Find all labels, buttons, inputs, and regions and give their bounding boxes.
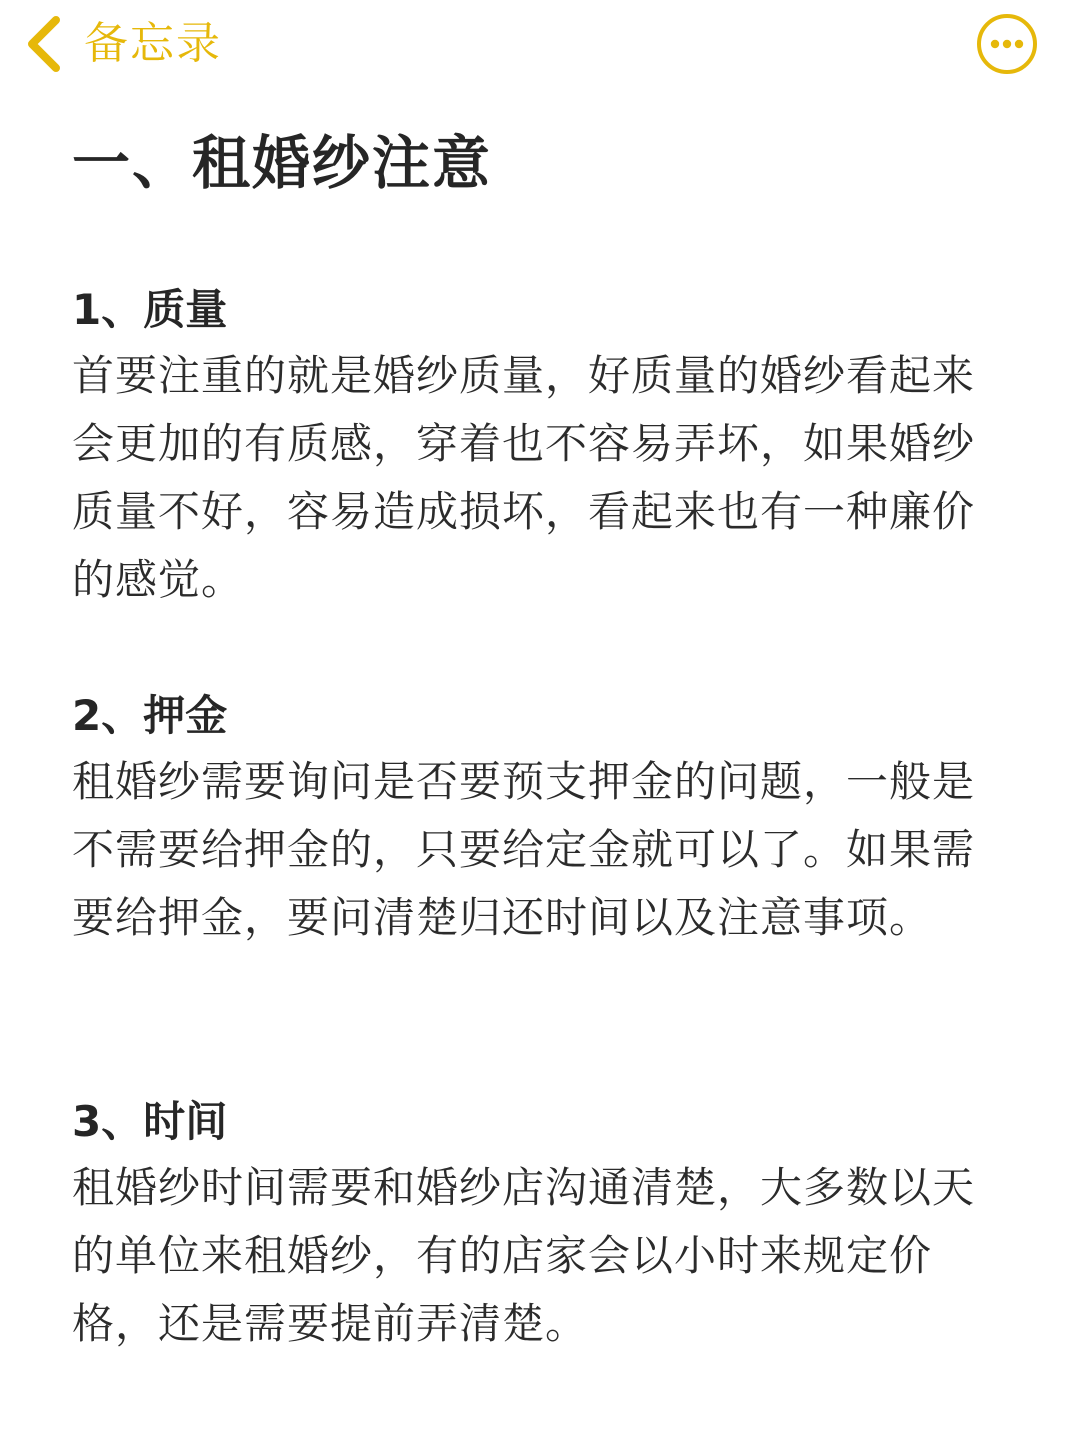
section-body: 租婚纱时间需要和婚纱店沟通清楚，大多数以天的单位来租婚纱，有的店家会以小时来规定价格，还是需要提前弄清楚。 — [72, 1163, 976, 1348]
section-body: 租婚纱需要询问是否要预支押金的问题，一般是不需要给押金的，只要给定金就可以了。如果需要给押金，要问清楚归还时间以及注意事项。 — [72, 757, 976, 942]
section-body: 首要注重的就是婚纱质量，好质量的婚纱看起来会更加的有质感，穿着也不容易弄坏，如果婚纱质量不好，容易造成损坏，看起来也有一种廉价的感觉。 — [72, 351, 976, 604]
back-button[interactable] — [22, 12, 222, 76]
section-heading: 1、质量 — [72, 285, 228, 334]
more-button[interactable] — [976, 13, 1038, 75]
note-title: 一、租婚纱注意 — [72, 129, 493, 197]
back-label: 备忘录 — [84, 18, 222, 69]
section-time — [72, 1094, 1012, 1358]
section-heading: 2、押金 — [72, 691, 228, 740]
section-heading: 3、时间 — [72, 1097, 228, 1146]
section-deposit — [72, 688, 1012, 952]
note-content[interactable] — [72, 120, 1012, 1348]
navigation-bar — [0, 0, 1086, 96]
ellipsis-circle-icon — [976, 13, 1038, 75]
chevron-left-icon — [22, 14, 66, 74]
section-quality — [72, 282, 1012, 614]
